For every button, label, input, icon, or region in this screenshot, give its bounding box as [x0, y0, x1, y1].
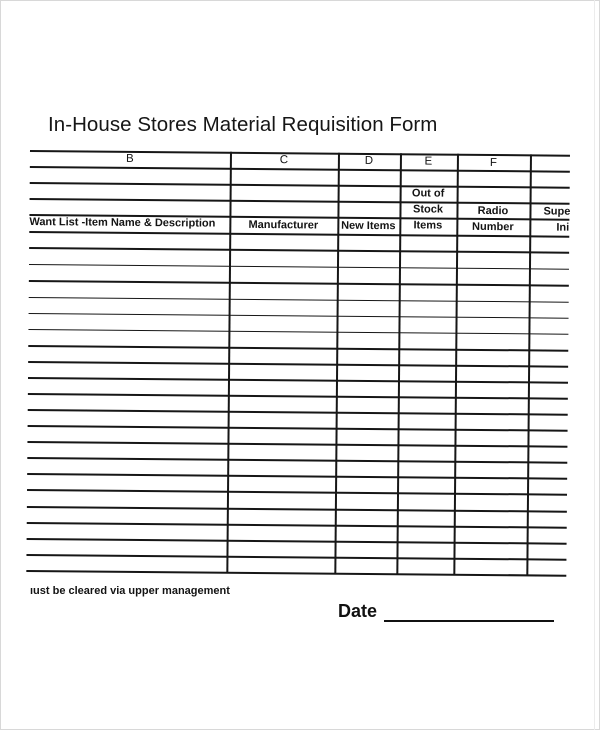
header-e-line1: Out of: [411, 187, 445, 200]
header-e-line3: Items: [413, 219, 443, 232]
header-b-item-description: Want List -Item Name & Description: [29, 215, 216, 230]
column-letter-d: D: [364, 154, 374, 167]
header-g-line1: Supe: [543, 205, 571, 218]
header-f-line2: Number: [472, 220, 514, 234]
column-letter-c: C: [279, 154, 289, 167]
column-letter-b: B: [126, 152, 134, 165]
header-g-line2: Ini: [556, 221, 570, 234]
date-label: Date: [338, 601, 378, 621]
footnote-text: ıust be cleared via upper management: [30, 585, 230, 597]
header-c-manufacturer: Manufacturer: [248, 218, 319, 232]
column-letter-e: E: [424, 155, 433, 168]
requisition-table: [26, 150, 570, 580]
header-f-line1: Radio: [477, 204, 509, 218]
form-title: In-House Stores Material Requisition Form: [48, 113, 438, 136]
header-e-line2: Stock: [412, 203, 444, 216]
column-letter-f: F: [489, 157, 497, 170]
header-d-new-items: New Items: [341, 219, 396, 233]
date-field-line[interactable]: [384, 620, 554, 622]
page-edge: [594, 0, 595, 730]
